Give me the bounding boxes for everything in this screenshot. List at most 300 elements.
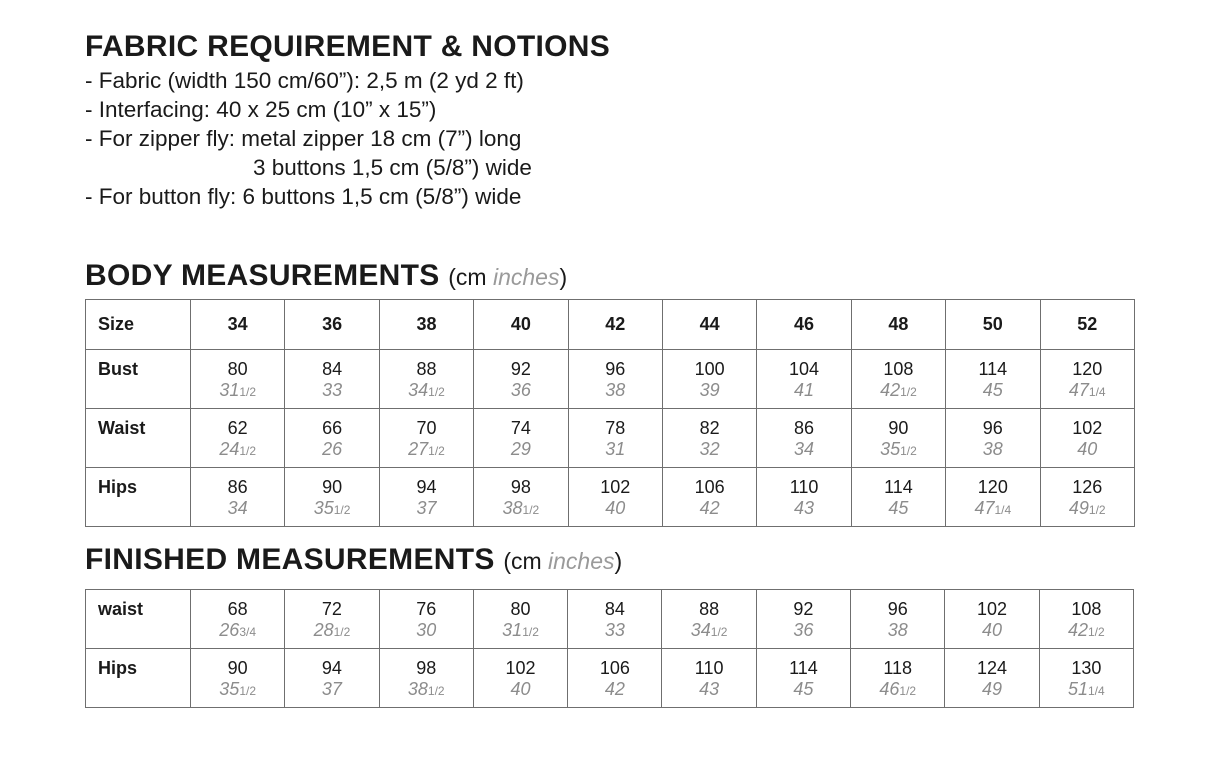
measurement-inches [852, 380, 945, 403]
inches-whole: 34 [794, 439, 815, 459]
inches-whole: 27 [408, 439, 429, 459]
measurement-values [474, 468, 567, 521]
measurement-cm: 102 [505, 658, 536, 678]
inches-whole: 38 [887, 620, 908, 640]
measurement-inches [757, 679, 850, 702]
size-header: 50 [946, 300, 1040, 350]
inches-whole: 35 [313, 498, 334, 518]
inches-whole: 37 [321, 679, 342, 699]
notion-fabric: - Fabric (width 150 cm/60”): 2,5 m (2 yd 2 ft) [85, 68, 524, 93]
measurement-values [380, 590, 473, 643]
measurement-cm: 124 [977, 658, 1008, 678]
measurement-cell [945, 590, 1039, 649]
measurement-cell [945, 649, 1039, 708]
body-units-label [448, 264, 567, 290]
measurement-cm: 76 [416, 599, 437, 619]
measurement-inches [946, 439, 1039, 462]
inches-fraction: 1/2 [239, 385, 257, 399]
measurement-cm: 120 [977, 477, 1008, 497]
size-header: 34 [191, 300, 285, 350]
inches-whole: 47 [1068, 380, 1089, 400]
measurement-cell [191, 350, 285, 409]
measurement-inches [380, 620, 473, 643]
measurement-cell [473, 590, 567, 649]
measurement-inches [285, 498, 378, 521]
measurement-cell [662, 409, 756, 468]
measurement-cm: 96 [605, 359, 626, 379]
inches-whole: 38 [982, 439, 1003, 459]
measurement-cell [285, 409, 379, 468]
body-unit-close: ) [559, 264, 568, 290]
table-header-row [86, 300, 1135, 350]
measurement-cm: 98 [416, 658, 437, 678]
measurement-inches [285, 380, 378, 403]
measurement-cell [474, 468, 568, 527]
measurement-cell [474, 409, 568, 468]
body-measurements-table [85, 299, 1135, 527]
measurement-cm: 88 [699, 599, 720, 619]
inches-fraction: 1/2 [333, 503, 351, 517]
measurement-cell [191, 409, 285, 468]
measurement-cell [473, 649, 567, 708]
measurement-inches [1040, 620, 1133, 643]
inches-whole: 45 [888, 498, 909, 518]
measurement-inches [191, 620, 284, 643]
measurement-inches [851, 620, 944, 643]
measurement-cell [285, 649, 379, 708]
measurement-inches [285, 439, 378, 462]
measurement-cell [756, 590, 850, 649]
measurement-inches [191, 439, 284, 462]
measurement-values [757, 468, 850, 521]
measurement-values [474, 590, 567, 643]
measurement-values [1040, 590, 1133, 643]
measurement-cell [191, 649, 285, 708]
measurement-cm: 104 [789, 359, 820, 379]
measurement-cm: 90 [888, 418, 909, 438]
measurement-cm: 66 [322, 418, 343, 438]
measurement-inches [191, 679, 284, 702]
measurement-inches [852, 439, 945, 462]
inches-whole: 42 [880, 380, 901, 400]
finished-units-label [503, 548, 622, 574]
size-header: 40 [474, 300, 568, 350]
inches-whole: 49 [1068, 498, 1089, 518]
measurement-values [852, 409, 945, 462]
fabric-requirements-title: FABRIC REQUIREMENT & NOTIONS [85, 30, 611, 63]
measurement-cell [851, 590, 945, 649]
inches-fraction: 3/4 [239, 625, 256, 639]
inches-whole: 35 [219, 679, 240, 699]
measurement-inches [568, 679, 661, 702]
measurement-cell [757, 468, 851, 527]
measurement-cm: 68 [227, 599, 248, 619]
measurement-cm: 130 [1071, 658, 1102, 678]
finished-measurements-title [85, 545, 622, 575]
measurement-inches [1041, 439, 1134, 462]
size-header: 38 [379, 300, 473, 350]
measurement-inches [191, 380, 284, 403]
size-header: 46 [757, 300, 851, 350]
measurement-values [285, 350, 378, 403]
measurement-values [285, 590, 378, 643]
measurement-inches [852, 498, 945, 521]
measurement-inches [380, 679, 473, 702]
measurement-values [191, 409, 284, 462]
measurement-cm: 110 [789, 477, 819, 497]
measurement-cell [191, 590, 285, 649]
inches-fraction: 1/2 [900, 385, 917, 399]
inches-whole: 24 [219, 439, 240, 459]
measurement-inches [285, 679, 378, 702]
measurement-cell [191, 468, 285, 527]
inches-whole: 47 [974, 498, 995, 518]
measurement-cell [1039, 590, 1133, 649]
measurement-cm: 86 [227, 477, 248, 497]
row-label [86, 409, 191, 468]
measurement-cm: 96 [982, 418, 1003, 438]
finished-unit-close: ) [614, 548, 623, 574]
measurement-cell [379, 409, 473, 468]
finished-measurements-table [85, 589, 1134, 708]
measurement-values [662, 590, 755, 643]
measurement-cm: 84 [604, 599, 625, 619]
measurement-cell [946, 350, 1040, 409]
measurement-cm: 108 [883, 359, 914, 379]
size-header: 52 [1040, 300, 1134, 350]
inches-whole: 31 [219, 380, 240, 400]
measurement-cell [946, 468, 1040, 527]
measurement-values [285, 649, 378, 702]
measurement-values [945, 649, 1038, 702]
measurement-cm: 98 [510, 477, 531, 497]
measurement-inches [285, 620, 378, 643]
inches-whole: 35 [880, 439, 901, 459]
measurement-cm: 106 [599, 658, 630, 678]
inches-whole: 31 [605, 439, 626, 459]
finished-measurements-heading: FINISHED MEASUREMENTS [85, 543, 495, 576]
table-row [86, 649, 1134, 708]
finished-unit-inches: inches [548, 548, 615, 574]
measurement-values [191, 350, 284, 403]
measurement-values [474, 350, 567, 403]
measurement-values [757, 590, 850, 643]
inches-whole: 42 [604, 679, 625, 699]
measurement-values [191, 649, 284, 702]
notion-interfacing: - Interfacing: 40 x 25 cm (10” x 15”) [85, 97, 437, 122]
measurement-cell [285, 468, 379, 527]
inches-whole: 46 [879, 679, 900, 699]
row-label-text: Hips [98, 477, 138, 497]
measurement-values [191, 468, 284, 521]
inches-whole: 43 [794, 498, 815, 518]
measurement-cell [756, 649, 850, 708]
measurement-values [663, 409, 756, 462]
measurement-cell [568, 468, 662, 527]
measurement-cm: 126 [1072, 477, 1103, 497]
table-row [86, 409, 1135, 468]
measurement-inches [757, 439, 850, 462]
measurement-cm: 94 [416, 477, 437, 497]
measurement-cell [379, 590, 473, 649]
measurement-cm: 80 [510, 599, 531, 619]
measurement-cell [851, 350, 945, 409]
measurement-inches [380, 380, 473, 403]
measurement-cm: 114 [978, 359, 1008, 379]
measurement-cell [568, 409, 662, 468]
inches-fraction: 1/2 [522, 503, 540, 517]
measurement-values [569, 350, 662, 403]
inches-whole: 45 [982, 380, 1003, 400]
measurement-inches [757, 620, 850, 643]
size-header: 44 [662, 300, 756, 350]
measurement-values [851, 649, 944, 702]
notion-button-fly: - For button fly: 6 buttons 1,5 cm (5/8”) wide [85, 184, 522, 209]
measurement-inches [663, 380, 756, 403]
measurement-inches [757, 380, 850, 403]
measurement-inches [946, 498, 1039, 521]
size-label: Size [86, 300, 191, 350]
measurement-values [1041, 468, 1134, 521]
inches-whole: 32 [699, 439, 720, 459]
measurement-inches [1041, 380, 1134, 403]
inches-fraction: 1/4 [1088, 385, 1106, 399]
table-row [86, 468, 1135, 527]
inches-whole: 40 [1077, 439, 1098, 459]
inches-whole: 31 [502, 620, 523, 640]
measurement-values [380, 649, 473, 702]
row-label [86, 590, 191, 649]
measurement-inches [851, 679, 944, 702]
measurement-inches [474, 620, 567, 643]
measurement-cell [851, 409, 945, 468]
inches-whole: 30 [416, 620, 437, 640]
measurement-inches [945, 679, 1038, 702]
measurement-values [191, 590, 284, 643]
measurement-cell [662, 649, 756, 708]
measurement-values [757, 649, 850, 702]
inches-whole: 41 [794, 380, 815, 400]
body-unit-cm: (cm [448, 264, 493, 290]
inches-whole: 38 [605, 380, 626, 400]
measurement-values [852, 350, 945, 403]
measurement-values [380, 350, 473, 403]
measurement-cell [851, 649, 945, 708]
row-label-text: Waist [98, 418, 146, 438]
inches-whole: 29 [510, 439, 531, 459]
measurement-cm: 72 [321, 599, 342, 619]
measurement-cm: 96 [887, 599, 908, 619]
measurement-inches [569, 439, 662, 462]
measurement-cm: 90 [322, 477, 343, 497]
measurement-cell [474, 350, 568, 409]
measurement-inches [945, 620, 1038, 643]
measurement-cm: 102 [977, 599, 1008, 619]
measurement-cell [1040, 468, 1134, 527]
measurement-cell [379, 350, 473, 409]
measurement-inches [946, 380, 1039, 403]
measurement-cell [851, 468, 945, 527]
measurement-cell [662, 468, 756, 527]
inches-fraction: 1/2 [239, 684, 256, 698]
row-label-text: Hips [98, 658, 138, 678]
inches-fraction: 1/2 [333, 625, 351, 639]
measurement-inches [662, 679, 755, 702]
inches-whole: 38 [407, 679, 428, 699]
body-measurements-heading: BODY MEASUREMENTS [85, 259, 440, 292]
measurement-values [945, 590, 1038, 643]
inches-whole: 28 [313, 620, 334, 640]
measurement-cell [662, 350, 756, 409]
inches-fraction: 1/2 [710, 625, 728, 639]
inches-fraction: 1/2 [428, 385, 445, 399]
measurement-inches [474, 679, 567, 702]
row-label [86, 350, 191, 409]
measurement-values [946, 350, 1039, 403]
measurement-values [285, 468, 378, 521]
size-header: 36 [285, 300, 379, 350]
measurement-values [569, 468, 662, 521]
measurement-cm: 110 [694, 658, 724, 678]
measurement-values [757, 409, 850, 462]
measurement-cm: 86 [794, 418, 815, 438]
measurement-cell [662, 590, 756, 649]
measurement-inches [1040, 679, 1133, 702]
measurement-inches [569, 380, 662, 403]
measurement-cm: 82 [699, 418, 720, 438]
inches-whole: 42 [699, 498, 720, 518]
inches-fraction: 1/2 [239, 444, 257, 458]
measurement-values [1041, 409, 1134, 462]
inches-whole: 39 [699, 380, 720, 400]
inches-whole: 34 [690, 620, 711, 640]
measurement-cm: 88 [416, 359, 437, 379]
measurement-inches [568, 620, 661, 643]
inches-whole: 45 [793, 679, 814, 699]
measurement-cm: 102 [600, 477, 631, 497]
measurement-values [663, 468, 756, 521]
measurement-cm: 108 [1071, 599, 1102, 619]
row-label-text: waist [98, 599, 144, 619]
size-header: 48 [851, 300, 945, 350]
inches-whole: 26 [219, 620, 240, 640]
measurement-inches [663, 498, 756, 521]
measurement-cm: 70 [416, 418, 437, 438]
measurement-values [380, 468, 473, 521]
inches-whole: 40 [982, 620, 1003, 640]
measurement-values [474, 409, 567, 462]
inches-whole: 49 [982, 679, 1003, 699]
measurement-cm: 78 [605, 418, 626, 438]
measurement-cm: 114 [884, 477, 913, 497]
measurement-cm: 102 [1072, 418, 1103, 438]
measurement-values [380, 409, 473, 462]
measurement-cm: 74 [510, 418, 531, 438]
inches-whole: 36 [793, 620, 814, 640]
measurement-cell [379, 649, 473, 708]
measurement-values [568, 590, 661, 643]
measurement-inches [191, 498, 284, 521]
measurement-cm: 114 [789, 658, 818, 678]
inches-whole: 33 [604, 620, 625, 640]
measurement-values [851, 590, 944, 643]
measurement-cell [568, 649, 662, 708]
measurement-cm: 80 [227, 359, 248, 379]
measurement-inches [662, 620, 755, 643]
inches-whole: 42 [1067, 620, 1088, 640]
measurement-cm: 84 [322, 359, 343, 379]
inches-whole: 34 [408, 380, 429, 400]
row-label [86, 649, 191, 708]
measurement-values [946, 468, 1039, 521]
measurement-cm: 62 [227, 418, 248, 438]
inches-whole: 38 [502, 498, 523, 518]
size-header: 42 [568, 300, 662, 350]
inches-fraction: 1/2 [1088, 503, 1106, 517]
inches-fraction: 1/2 [427, 684, 445, 698]
measurement-inches [569, 498, 662, 521]
measurement-inches [1041, 498, 1134, 521]
measurement-inches [380, 439, 473, 462]
body-measurements-title [85, 261, 567, 291]
inches-whole: 37 [416, 498, 437, 518]
finished-unit-cm: (cm [503, 548, 549, 574]
measurement-values [757, 350, 850, 403]
measurement-inches [380, 498, 473, 521]
row-label [86, 468, 191, 527]
measurement-cm: 118 [883, 658, 913, 678]
inches-whole: 33 [322, 380, 343, 400]
measurement-inches [474, 498, 567, 521]
measurement-inches [757, 498, 850, 521]
inches-fraction: 1/2 [428, 444, 445, 458]
measurement-cm: 120 [1072, 359, 1103, 379]
inches-whole: 26 [322, 439, 343, 459]
measurement-cell [1040, 350, 1134, 409]
measurement-cell [568, 350, 662, 409]
measurement-inches [474, 439, 567, 462]
measurement-values [568, 649, 661, 702]
measurement-cell [757, 350, 851, 409]
measurement-cell [285, 350, 379, 409]
table-row [86, 590, 1134, 649]
measurement-cm: 90 [227, 658, 248, 678]
notion-zipper-fly-buttons: 3 buttons 1,5 cm (5/8”) wide [253, 155, 532, 180]
inches-fraction: 1/2 [899, 684, 917, 698]
inches-whole: 43 [699, 679, 720, 699]
measurement-values [852, 468, 945, 521]
measurement-values [1041, 350, 1134, 403]
measurement-cell [568, 590, 662, 649]
body-unit-inches: inches [492, 264, 560, 290]
measurement-cm: 92 [510, 359, 531, 379]
inches-whole: 51 [1067, 679, 1088, 699]
measurement-values [285, 409, 378, 462]
measurement-values [663, 350, 756, 403]
inches-fraction: 1/2 [522, 625, 539, 639]
measurement-cm: 106 [694, 477, 725, 497]
measurement-values [662, 649, 755, 702]
inches-whole: 36 [510, 380, 531, 400]
inches-fraction: 1/4 [994, 503, 1012, 517]
inches-fraction: 1/2 [900, 444, 917, 458]
measurement-cm: 100 [694, 359, 725, 379]
measurement-cell [379, 468, 473, 527]
measurement-inches [474, 380, 567, 403]
measurement-values [1040, 649, 1133, 702]
measurement-cell [946, 409, 1040, 468]
inches-whole: 40 [510, 679, 531, 699]
